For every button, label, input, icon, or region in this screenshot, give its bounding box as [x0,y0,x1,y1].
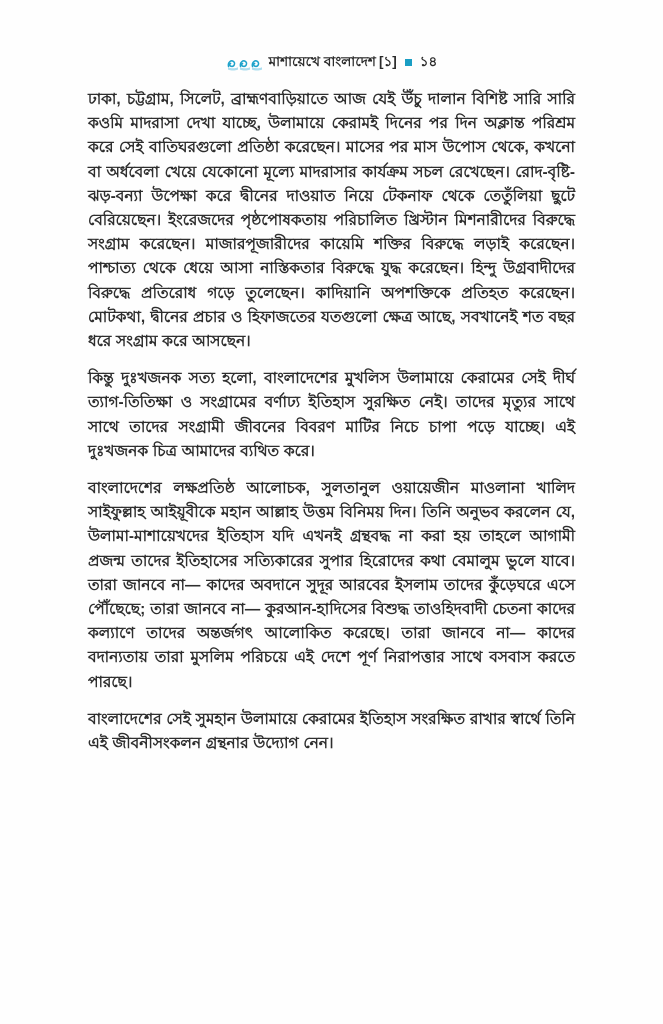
page-number: ১৪ [419,54,438,70]
floral-swirl-ornament-icon [226,55,264,72]
header-separator-bullet-icon [405,59,412,66]
header-volume-number: [১] [379,54,397,70]
page-text-block [88,88,575,756]
paragraph: কিন্তু দুঃখজনক সত্য হলো, বাংলাদেশের মুখলিস উলামায়ে কেরামের সেই দীর্ঘ ত্যাগ-তিতিক্ষা ও সংগ্রামের বর্ণাঢ্য ইতিহাস সুরক্ষিত নেই। তাদের মৃত্যুর সাথে সাথে তাদের সংগ্রামী জীবনের বিবরণ মাটির নিচে চাপা পড়ে যাচ্ছে। এই দুঃখজনক চিত্র আমাদের ব্যথিত করে। [88,370,575,460]
paragraph: বাংলাদেশের সেই সুমহান উলামায়ে কেরামের ইতিহাস সংরক্ষিত রাখার স্বার্থে তিনি এই জীবনীসংকলন গ্রন্থনার উদ্যোগ নেন। [88,710,575,753]
paragraph: বাংলাদেশের লক্ষপ্রতিষ্ঠ আলোচক, সুলতানুল ওয়ায়েজীন মাওলানা খালিদ সাইফুল্লাহ আইয়ূবীকে মহান আল্লাহ উত্তম বিনিময় দিন। তিনি অনুভব করলেন যে, উলামা-মাশায়েখদের ইতিহাস যদি এখনই গ্রন্থবদ্ধ না করা হয় তাহলে আগামী প্রজন্ম তাদের ইতিহাসের সত্যিকারের সুপার হিরোদের কথা বেমালুম ভুলে যাবে। তারা জানবে না— কাদের অবদানে সুদূর আরবের ইসলাম তাদের কুঁড়েঘরে এসে পৌঁছেছে; তারা জানবে না— কুরআন-হাদিসের বিশুদ্ধ তাওহিদবাদী চেতনা কাদের কল্যাণে তাদের অন্তর্জগৎ আলোকিত করেছে। তারা জানবে না— কাদের বদান্যতায় তারা মুসলিম পরিচয়ে এই দেশে পূর্ণ নিরাপত্তার সাথে বসবাস করতে পারছে। [88,480,575,691]
running-header [0,50,663,74]
paragraph: ঢাকা, চট্টগ্রাম, সিলেট, ব্রাহ্মণবাড়িয়াতে আজ যেই উঁচু দালান বিশিষ্ট সারি সারি কওমি মাদরাসা দেখা যাচ্ছে, উলামায়ে কেরামই দিনের পর দিন অক্লান্ত পরিশ্রম করে সেই বাতিঘরগুলো প্রতিষ্ঠা করেছেন। মাসের পর মাস উপোস থেকে, কখনো বা অর্ধবেলা খেয়ে যেকোনো মূল্যে মাদরাসার কার্যক্রম সচল রেখেছেন। রোদ-বৃষ্টি-ঝড়-বন্যা উপেক্ষা করে দ্বীনের দাওয়াত নিয়ে টেকনাফ থেকে তেতুঁলিয়া ছুটে বেরিয়েছেন। ইংরেজদের পৃষ্ঠপোষকতায় পরিচালিত খ্রিস্টান মিশনারীদের বিরুদ্ধে সংগ্রাম করেছেন। মাজারপূজারীদের কায়েমি শক্তির বিরুদ্ধে লড়াই করেছেন। পাশ্চাত্য থেকে ধেয়ে আসা নাস্তিকতার বিরুদ্ধে যুদ্ধ করেছেন। হিন্দু উগ্রবাদীদের বিরুদ্ধে প্রতিরোধ গড়ে তুলেছেন। কাদিয়ানি অপশক্তিকে প্রতিহত করেছেন। মোটকথা, দ্বীনের প্রচার ও হিফাজতের যতগুলো ক্ষেত্র আছে, সবখানেই শত বছর ধরে সংগ্রাম করে আসছেন। [88,91,575,351]
header-book-title: মাশায়েখে বাংলাদেশ [268,54,377,70]
